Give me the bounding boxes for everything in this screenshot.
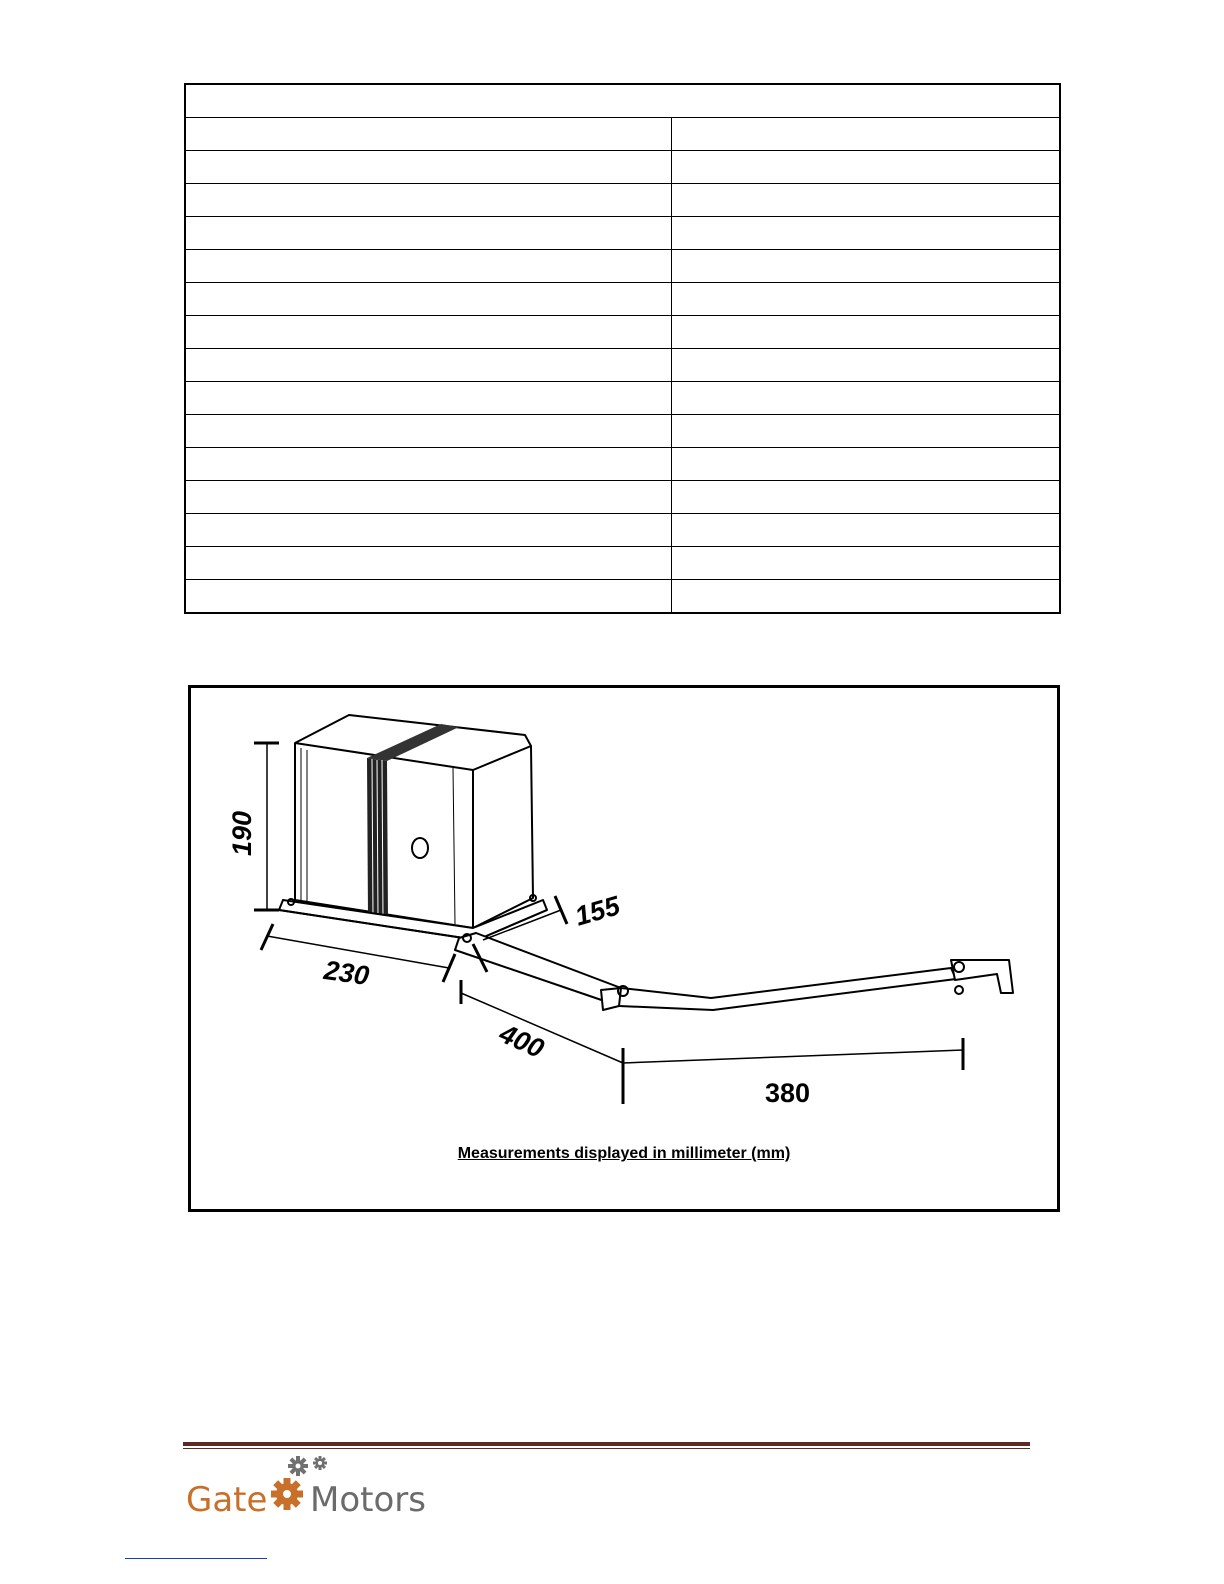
spec-label-cell (185, 283, 671, 316)
gatemotors-logo (186, 1452, 456, 1522)
spec-value-cell (671, 580, 1060, 614)
spec-value-cell (671, 349, 1060, 382)
figure-caption: Measurements displayed in millimeter (mm) (457, 1145, 791, 1162)
spec-table-title (185, 84, 1060, 118)
dimension-155: 155 (571, 890, 624, 932)
spec-value-cell (671, 415, 1060, 448)
spec-label-cell (185, 250, 671, 283)
spec-label-cell (185, 118, 671, 151)
spec-label-cell (185, 415, 671, 448)
spec-value-cell (671, 547, 1060, 580)
spec-table-row (185, 580, 1060, 614)
dimension-400: 400 (495, 1018, 549, 1064)
spec-value-cell (671, 217, 1060, 250)
spec-table (184, 83, 1061, 614)
spec-label-cell (185, 580, 671, 614)
spec-label-cell (185, 448, 671, 481)
dimension-230: 230 (322, 955, 372, 991)
operator-arm (455, 933, 956, 1010)
spec-label-cell (185, 547, 671, 580)
spec-value-cell (671, 151, 1060, 184)
footer-link-underline[interactable] (125, 1558, 267, 1559)
spec-table-row (185, 349, 1060, 382)
spec-table-header-row (185, 84, 1060, 118)
spec-value-cell (671, 118, 1060, 151)
logo-text-motors: Motors (310, 1480, 426, 1520)
spec-value-cell (671, 382, 1060, 415)
spec-value-cell (671, 316, 1060, 349)
spec-table-row (185, 514, 1060, 547)
spec-table-row (185, 481, 1060, 514)
spec-label-cell (185, 349, 671, 382)
spec-table-row (185, 217, 1060, 250)
spec-table-row (185, 283, 1060, 316)
spec-label-cell (185, 151, 671, 184)
spec-label-cell (185, 481, 671, 514)
spec-table-row (185, 250, 1060, 283)
spec-table-row (185, 415, 1060, 448)
spec-value-cell (671, 448, 1060, 481)
spec-label-cell (185, 514, 671, 547)
spec-table-row (185, 316, 1060, 349)
spec-value-cell (671, 184, 1060, 217)
spec-label-cell (185, 316, 671, 349)
spec-label-cell (185, 382, 671, 415)
spec-table-row (185, 448, 1060, 481)
gate-motor-drawing (191, 688, 1057, 1209)
spec-table-row (185, 382, 1060, 415)
spec-table-row (185, 118, 1060, 151)
logo-text-gate: Gate (186, 1480, 268, 1520)
footer-rule-thin (183, 1448, 1030, 1449)
spec-value-cell (671, 514, 1060, 547)
dimension-190: 190 (227, 810, 257, 856)
spec-value-cell (671, 250, 1060, 283)
spec-label-cell (185, 217, 671, 250)
spec-label-cell (185, 184, 671, 217)
footer-rule (183, 1442, 1030, 1446)
dimension-380: 380 (765, 1078, 811, 1108)
spec-value-cell (671, 283, 1060, 316)
spec-table-row (185, 151, 1060, 184)
dimension-figure (188, 685, 1060, 1212)
spec-value-cell (671, 481, 1060, 514)
spec-table-row (185, 184, 1060, 217)
gate-bracket (951, 960, 1013, 993)
spec-table-row (185, 547, 1060, 580)
